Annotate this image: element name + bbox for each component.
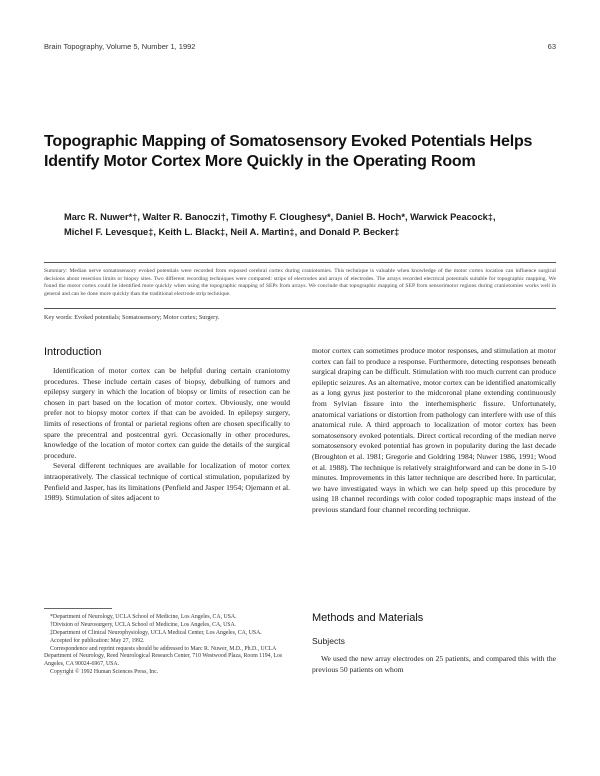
footnote-2: †Division of Neurosurgery, UCLA School of Medicine, Los Angeles, CA, USA. xyxy=(50,622,237,628)
article-title: Topographic Mapping of Somatosensory Evoked Potentials Helps Identify Motor Cortex More Quickly in the Operating Room xyxy=(44,133,533,170)
keywords: Key words: Evoked potentials; Somatosensory; Motor cortex; Surgery. xyxy=(44,314,220,321)
footnote-copyright: Copyright © 1992 Human Sciences Press, Inc. xyxy=(50,668,159,675)
intro-paragraph-2: Several different techniques are available for localization of motor cortex intraoperatively. The classical technique of cortical stimulation, popularized by Penfield and Jasper, has its limitations (Penfield and Jasper 1954; Ojemann et al. 1989). Stimulation of sites adjacent to xyxy=(44,461,290,503)
footnote-3: ‡Department of Clinical Neurophysiology, UCLA Medical Center, Los Angeles, CA, USA. xyxy=(50,630,262,636)
abstract-text: Median nerve somatosensory evoked potentials were recorded from exposed cerebral cortex during craniotomies. This technique is valuable when knowledge of the motor cortex location can influence surgical decisions about resection limits or biopsy sites. Two different recording techniques were compared: strips of electrodes and arrays of electrodes. The arrays recorded electrical potentials suitable for topographic mapping. We found the motor cortex could be identified more quickly when using the topographic mapping of SEPs from arrays. We conclude that topographic mapping of SEP from sensorimotor regions during craniotomies works well in general and can be done more quickly than the traditional electrode strip technique. xyxy=(44,268,556,297)
abstract xyxy=(44,268,556,298)
footnote-1: *Department of Neurology, UCLA School of Medicine, Los Angeles, CA, USA. xyxy=(50,614,237,620)
right-column-body xyxy=(312,346,556,516)
journal-citation: Brain Topography, Volume 5, Number 1, 1992 xyxy=(44,42,196,51)
subjects-paragraph: We used the new array electrodes on 25 patients, and compared this with the previous 50 patients on whom xyxy=(312,654,556,674)
abstract-bottom-rule xyxy=(44,308,556,309)
intro-paragraph-1: Identification of motor cortex can be helpful during certain craniotomy procedures. These include certain cases of biopsy, debulking of tumors and epilepsy surgery in which the location of biopsy or limits of resection can be chosen in part based on the location of motor cortex. Obviously, one would prefer not to biopsy motor cortex if that can be avoided. In epilepsy surgery, limits of resections of frontal or parietal regions often are chosen specifically to spare the precentral and postcentral gyri. Occasionally in other procedures, knowledge of the location of motor cortex can guide the details of the surgical procedure. xyxy=(44,366,290,460)
subjects-body xyxy=(312,654,556,675)
intro-paragraph-continued: motor cortex can sometimes produce motor responses, and stimulation at motor cortex can fail to produce a response. Furthermore, detecting responses beneath surgical draping can be difficult. Stimulation with too much current can produce epileptic seizures. As an alternative, motor cortex can be identified anatomically as a long gyrus just posterior to the midcoronal plane extending continuously from Sylvian fissure into the interhemispheric fissure. Unfortunately, anatomical variations or distortion from pathology can interfere with use of this anatomical rule. A third approach to localization of motor cortex has been somatosensory evoked potentials. Direct cortical recording of the median nerve somatosensory evoked potential has grown in popularity during the last decade (Broughton et al. 1981; Gregorie and Goldring 1984; Nuwer 1986, 1991; Wood et al. 1988). The technique is relatively straightforward and can be done in 5-10 minutes. Improvements in this latter technique are described here. In particular, we have investigated ways in which we can help speed up this procedure by using 18 channel recordings with color coded topographic maps instead of the previous standard four channel recording technique. xyxy=(312,346,556,514)
footnote-acceptance: Accepted for publication: May 27, 1992. xyxy=(50,638,145,644)
left-column-body xyxy=(44,366,290,504)
subjects-heading: Subjects xyxy=(312,636,345,646)
footnote-rule xyxy=(44,608,112,609)
footnotes xyxy=(44,614,290,677)
introduction-heading: Introduction xyxy=(44,346,102,358)
methods-heading: Methods and Materials xyxy=(312,612,424,624)
footnote-correspondence: Correspondence and reprint requests should be addressed to Marc R. Nuwer, M.D., Ph.D., UCLA Department of Neurology, Reed Neurological Research Center, 710 Westwood Plaza, Room 1194, Los Angeles, CA 90024-6967, USA. xyxy=(44,646,283,667)
abstract-label: Summary: xyxy=(44,268,68,274)
author-list: Marc R. Nuwer*†, Walter R. Banoczi†, Timothy F. Cloughesy*, Daniel B. Hoch*, Warwick Peacock‡, Michel F. Levesque‡, Keith L. Black‡, Neil A. Martin‡, and Donald P. Becker‡ xyxy=(64,212,496,237)
abstract-top-rule xyxy=(44,262,556,263)
page-number: 63 xyxy=(547,42,556,51)
